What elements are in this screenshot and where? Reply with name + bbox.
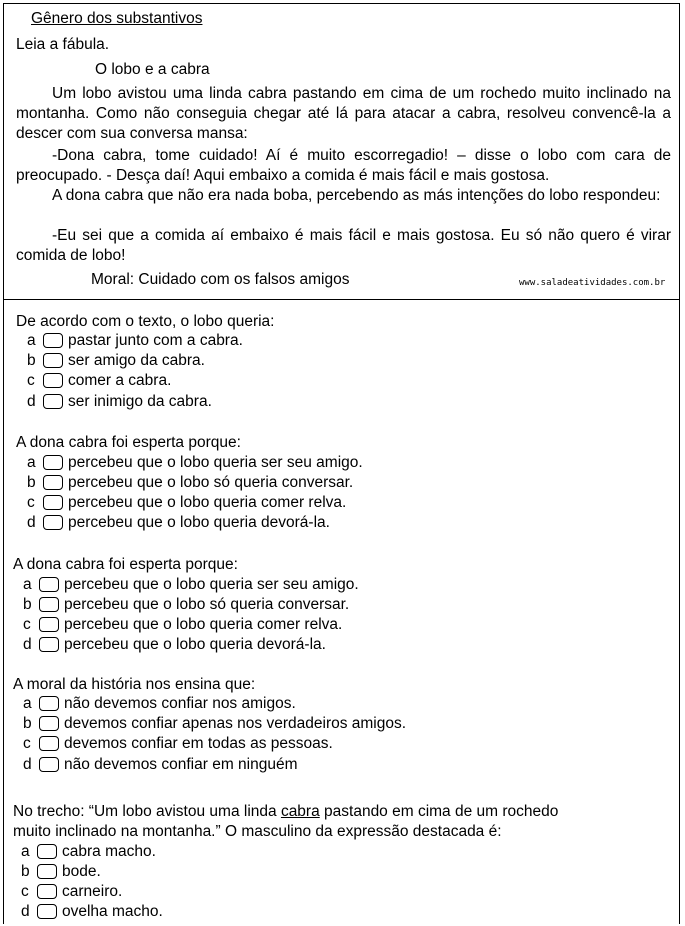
question-1-option-c[interactable] — [27, 371, 171, 391]
question-5-option-a[interactable] — [21, 842, 156, 862]
option-text: devemos confiar apenas nos verdadeiros amigos. — [64, 715, 407, 732]
answer-checkbox[interactable] — [43, 394, 63, 409]
option-letter: b — [21, 863, 30, 880]
answer-checkbox[interactable] — [43, 495, 63, 510]
option-text: percebeu que o lobo só queria conversar. — [64, 596, 350, 613]
option-text: percebeu que o lobo queria devorá-la. — [64, 636, 326, 653]
answer-checkbox[interactable] — [37, 864, 57, 879]
answer-checkbox[interactable] — [43, 475, 63, 490]
question-2-option-a[interactable] — [27, 453, 363, 473]
question-5-option-c[interactable] — [21, 882, 122, 902]
option-text: pastar junto com a cabra. — [68, 332, 243, 349]
fable-moral: Moral: Cuidado com os falsos amigos — [91, 271, 350, 288]
option-text: percebeu que o lobo queria ser seu amigo. — [68, 454, 363, 471]
fable-paragraph-2: -Dona cabra, tome cuidado! Aí é muito escorregadio! – disse o lobo com cara de preocupado. - Desça daí! Aqui embaixo a comida é mais fácil e mais gostosa. — [16, 147, 671, 184]
option-text: não devemos confiar nos amigos. — [64, 695, 296, 712]
answer-checkbox[interactable] — [39, 757, 59, 772]
answer-checkbox[interactable] — [39, 716, 59, 731]
option-letter: c — [27, 372, 35, 389]
question-1-prompt: De acordo com o texto, o lobo queria: — [16, 313, 275, 330]
option-text: percebeu que o lobo queria comer relva. — [68, 494, 347, 511]
worksheet-title: Gênero dos substantivos — [31, 10, 203, 27]
option-letter: b — [27, 474, 36, 491]
option-letter: c — [27, 494, 35, 511]
option-text: não devemos confiar em ninguém — [64, 756, 298, 773]
question-5-option-b[interactable] — [21, 862, 101, 882]
answer-checkbox[interactable] — [37, 844, 57, 859]
option-letter: d — [21, 903, 30, 920]
highlighted-word: cabra — [280, 803, 320, 820]
answer-checkbox[interactable] — [39, 696, 59, 711]
question-2-option-b[interactable] — [27, 473, 353, 493]
option-text: cabra macho. — [62, 843, 156, 860]
option-text: carneiro. — [62, 883, 123, 900]
option-letter: a — [27, 332, 36, 349]
option-text: percebeu que o lobo queria devorá-la. — [68, 514, 330, 531]
prompt-text: No trecho: “Um lobo avistou uma linda — [13, 803, 281, 820]
question-5-option-d[interactable] — [21, 902, 163, 922]
answer-checkbox[interactable] — [39, 736, 59, 751]
question-3-option-a[interactable] — [23, 575, 359, 595]
option-text: percebeu que o lobo só queria conversar. — [68, 474, 354, 491]
fable-paragraph-4: -Eu sei que a comida aí embaixo é mais fácil e mais gostosa. Eu só não quero é virar comida de lobo! — [16, 227, 671, 264]
answer-checkbox[interactable] — [37, 904, 57, 919]
question-5-prompt-line-1 — [13, 802, 558, 822]
answer-checkbox[interactable] — [43, 373, 63, 388]
question-1-option-d[interactable] — [27, 392, 212, 412]
question-1-option-a[interactable] — [27, 331, 243, 351]
option-letter: a — [27, 454, 36, 471]
answer-checkbox[interactable] — [43, 515, 63, 530]
option-text: ovelha macho. — [62, 903, 163, 920]
answer-checkbox[interactable] — [39, 577, 59, 592]
website-credit: www.saladeatividades.com.br — [519, 278, 666, 288]
fable-title: O lobo e a cabra — [95, 61, 210, 78]
reading-instruction: Leia a fábula. — [16, 36, 110, 53]
answer-checkbox[interactable] — [39, 597, 59, 612]
section-divider — [3, 299, 680, 300]
option-letter: d — [27, 514, 36, 531]
question-4-prompt: A moral da história nos ensina que: — [13, 676, 256, 693]
question-2-option-d[interactable] — [27, 513, 330, 533]
answer-checkbox[interactable] — [37, 884, 57, 899]
fable-paragraph-1: Um lobo avistou uma linda cabra pastando em cima de um rochedo muito inclinado na montanha. Como não conseguia chegar até lá para atacar a cabra, resolveu convencê-la a descer com sua conversa mansa: — [16, 85, 671, 142]
option-text: devemos confiar em todas as pessoas. — [64, 735, 333, 752]
question-1-option-b[interactable] — [27, 351, 205, 371]
option-letter: d — [23, 756, 32, 773]
option-letter: c — [23, 616, 31, 633]
option-text: ser amigo da cabra. — [68, 352, 205, 369]
option-letter: d — [27, 393, 36, 410]
answer-checkbox[interactable] — [43, 455, 63, 470]
question-4-option-d[interactable] — [23, 755, 298, 775]
option-letter: c — [21, 883, 29, 900]
option-letter: c — [23, 735, 31, 752]
option-text: percebeu que o lobo queria comer relva. — [64, 616, 343, 633]
answer-checkbox[interactable] — [39, 617, 59, 632]
option-letter: a — [23, 576, 32, 593]
question-3-option-d[interactable] — [23, 635, 326, 655]
question-3-option-b[interactable] — [23, 595, 349, 615]
option-letter: d — [23, 636, 32, 653]
question-2-prompt: A dona cabra foi esperta porque: — [16, 434, 241, 451]
fable-paragraph-3: A dona cabra que não era nada boba, percebendo as más intenções do lobo respondeu: — [52, 187, 661, 204]
answer-checkbox[interactable] — [43, 333, 63, 348]
answer-checkbox[interactable] — [43, 353, 63, 368]
question-4-option-b[interactable] — [23, 714, 406, 734]
question-4-option-a[interactable] — [23, 694, 296, 714]
question-5-prompt-line-2: muito inclinado na montanha.” O masculino da expressão destacada é: — [13, 823, 502, 840]
option-letter: b — [27, 352, 36, 369]
option-letter: a — [21, 843, 30, 860]
answer-checkbox[interactable] — [39, 637, 59, 652]
question-3-prompt: A dona cabra foi esperta porque: — [13, 556, 238, 573]
option-letter: b — [23, 715, 32, 732]
option-text: percebeu que o lobo queria ser seu amigo. — [64, 576, 359, 593]
question-3-option-c[interactable] — [23, 615, 342, 635]
option-text: ser inimigo da cabra. — [68, 393, 212, 410]
question-4-option-c[interactable] — [23, 734, 333, 754]
option-text: comer a cabra. — [68, 372, 172, 389]
option-letter: b — [23, 596, 32, 613]
question-2-option-c[interactable] — [27, 493, 346, 513]
option-text: bode. — [62, 863, 101, 880]
option-letter: a — [23, 695, 32, 712]
prompt-text: pastando em cima de um rochedo — [319, 803, 559, 820]
